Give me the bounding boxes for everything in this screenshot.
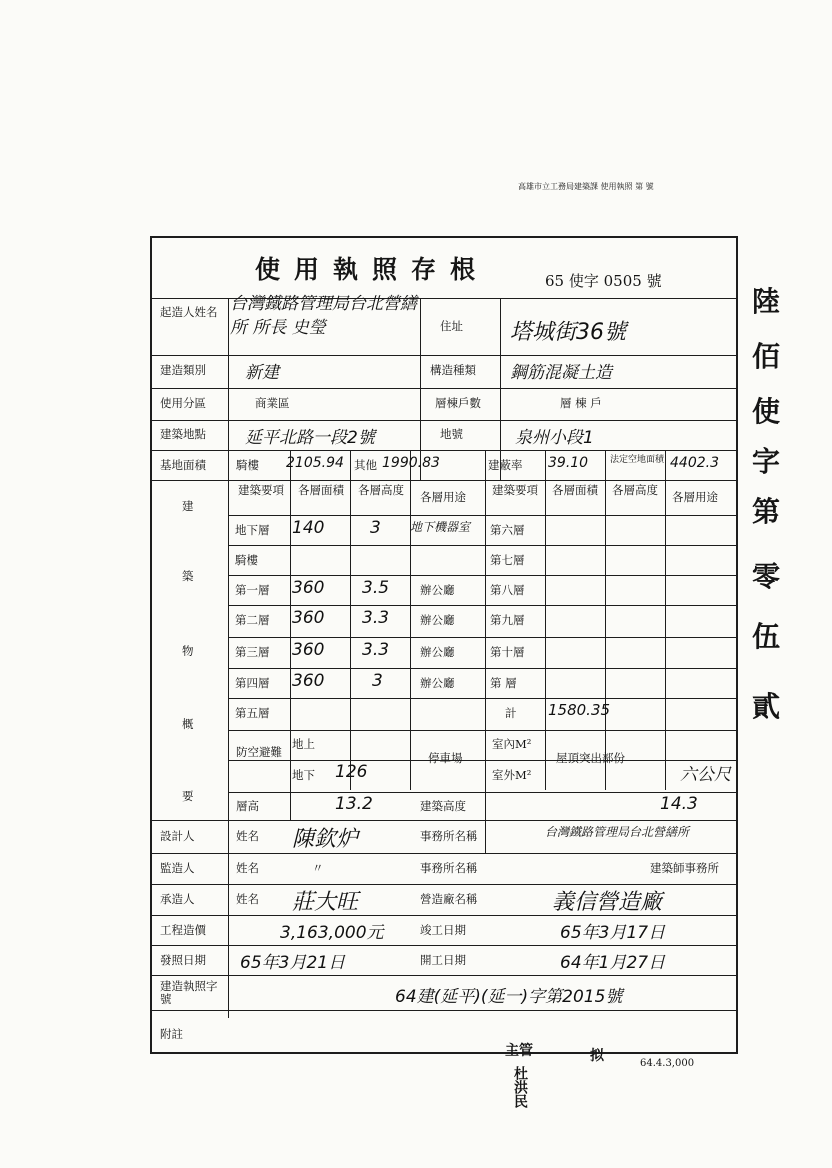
air-below: 地下 [292,768,315,782]
header-7: 各層高度 [612,483,658,497]
coverage-label: 建蔽率 [488,458,523,472]
right-row-label: 第六層 [490,523,525,537]
right-row-label: 第八層 [490,583,525,597]
air-below-value: 126 [335,762,368,782]
roof-label: 屋頂突出部份 [556,751,625,765]
contractor-name: 莊大旺 [292,890,359,915]
stamp-3: 拟 [590,1048,604,1064]
stamp-4: 64.4.3,000 [640,1058,695,1069]
side-char: 佰 [752,340,781,373]
building-height-label: 建築高度 [420,799,466,813]
header-note: 高雄市立工務局建築課 使用執照 第 號 [518,182,654,191]
zone-value: 商業區 [255,396,290,410]
designer-label: 設計人 [160,829,195,843]
permit-number: 65 使字 0505 號 [545,272,662,290]
stamp-1: 主管 [505,1043,533,1059]
arcade-value: 2105.94 [286,455,344,471]
row-label: 第三層 [235,645,270,659]
row-use: 地下機器室 [410,520,471,534]
site-label: 建築地點 [160,427,206,441]
builder-label: 起造人姓名 [160,305,218,319]
parking-label: 停車場 [428,751,463,765]
row-label: 第四層 [235,676,270,690]
floors-value: 層 棟 戶 [560,396,602,410]
floors-label: 層棟戶數 [435,396,481,410]
total-area: 1580.35 [548,701,611,719]
supervisor-office: 建築師事務所 [650,861,719,875]
row-height: 3 [372,671,383,691]
roof-value: 六公尺 [680,765,731,785]
supervisor-office-label: 事務所名稱 [420,861,478,875]
section-label-5: 要 [182,789,194,803]
side-char: 字 [752,445,781,478]
other-label: 其他 [354,458,377,472]
start-label: 開工日期 [420,953,466,967]
completion-value: 65年3月17日 [560,923,666,943]
row-height: 3.3 [362,608,390,628]
row-area: 140 [292,518,325,538]
completion-label: 竣工日期 [420,923,466,937]
site-value: 延平北路一段2號 [245,428,375,448]
row-area: 360 [292,640,325,660]
cost-value: 3,163,000元 [280,923,384,943]
row-label: 第一層 [235,583,270,597]
builder-value: 台灣鐵路管理局台北營繕所 所長 史瑩 [230,294,417,338]
parking-out: 室外M² [492,768,532,782]
lot-value: 泉州小段1 [515,428,594,448]
header-2: 各層面積 [298,483,344,497]
right-row-label: 第九層 [490,613,525,627]
legal-label: 法定空地面積 [610,455,665,465]
designer-name-label: 姓名 [236,829,259,843]
issue-label: 發照日期 [160,953,206,967]
contractor-firm: 義信營造廠 [552,890,663,915]
section-label-1: 建 [182,499,194,513]
header-3: 各層高度 [358,483,404,497]
row-height: 3.3 [362,640,390,660]
row-use: 辦公廳 [420,613,455,627]
side-char: 第 [752,495,781,528]
row-use: 辦公廳 [420,676,455,690]
row-label: 地下層 [235,523,270,537]
row-height: 3.5 [362,578,390,598]
stamp-2: 杜洪民 [512,1066,528,1108]
contractor-firm-label: 營造廠名稱 [420,892,478,906]
legal-value: 4402.3 [670,455,719,471]
parking-in: 室內M² [492,737,532,751]
contractor-label: 承造人 [160,892,195,906]
cost-label: 工程造價 [160,923,206,937]
start-value: 64年1月27日 [560,953,666,973]
section-label-3: 物 [182,644,194,658]
right-row-label: 第 層 [490,676,517,690]
row-height: 3 [370,518,381,538]
zone-label: 使用分區 [160,396,206,410]
building-type-label: 建造類別 [160,363,206,377]
floor-height-value: 13.2 [335,794,373,814]
structure-label: 構造種類 [430,363,476,377]
supervisor-name: 〃 [312,861,324,875]
note-label: 附註 [160,1027,183,1041]
issue-value: 65年3月21日 [240,953,346,973]
row-use: 辦公廳 [420,645,455,659]
address-value: 塔城街36號 [510,320,626,345]
permit-label: 建造執照字號 [160,979,218,1006]
section-label-2: 築 [182,569,194,583]
arcade-label: 騎樓 [236,458,259,472]
right-row-label: 計 [505,706,517,720]
right-row-label: 第十層 [490,645,525,659]
right-row-label: 第七層 [490,553,525,567]
row-area: 360 [292,671,325,691]
header-6: 各層面積 [552,483,598,497]
air-above: 地上 [292,737,315,751]
header-8: 各層用途 [672,490,718,504]
other-value: 1990.83 [382,455,440,471]
document-title: 使用執照存根 [255,255,490,284]
designer-office-label: 事務所名稱 [420,829,478,843]
header-5: 建築要項 [492,483,538,497]
side-char: 陸 [752,285,781,318]
side-char: 零 [752,560,781,593]
header-1: 建築要項 [238,483,284,497]
row-area: 360 [292,578,325,598]
address-label: 住址 [440,319,463,333]
site-area-label: 基地面積 [160,458,206,472]
floor-height-label: 層高 [236,799,259,813]
coverage-value: 39.10 [548,455,589,471]
section-label-4: 概 [182,717,194,731]
row-label: 騎樓 [235,553,258,567]
header-4: 各層用途 [420,490,466,504]
structure-value: 鋼筋混凝土造 [510,363,612,383]
row-area: 360 [292,608,325,628]
row-label: 第二層 [235,613,270,627]
row-label: 第五層 [235,706,270,720]
building-height-value: 14.3 [660,794,698,814]
row-use: 辦公廳 [420,583,455,597]
side-char: 使 [752,395,781,428]
permit-value: 64建(延平)(延一)字第2015號 [395,987,623,1007]
contractor-name-label: 姓名 [236,892,259,906]
side-char: 貳 [752,690,781,723]
lot-label: 地號 [440,427,463,441]
designer-office: 台灣鐵路管理局台北營繕所 [545,825,690,839]
supervisor-label: 監造人 [160,861,195,875]
air-label: 防空避難 [236,745,282,759]
side-char: 伍 [752,620,781,653]
supervisor-name-label: 姓名 [236,861,259,875]
building-type-value: 新建 [245,363,279,383]
designer-name: 陳欽炉 [292,827,359,852]
